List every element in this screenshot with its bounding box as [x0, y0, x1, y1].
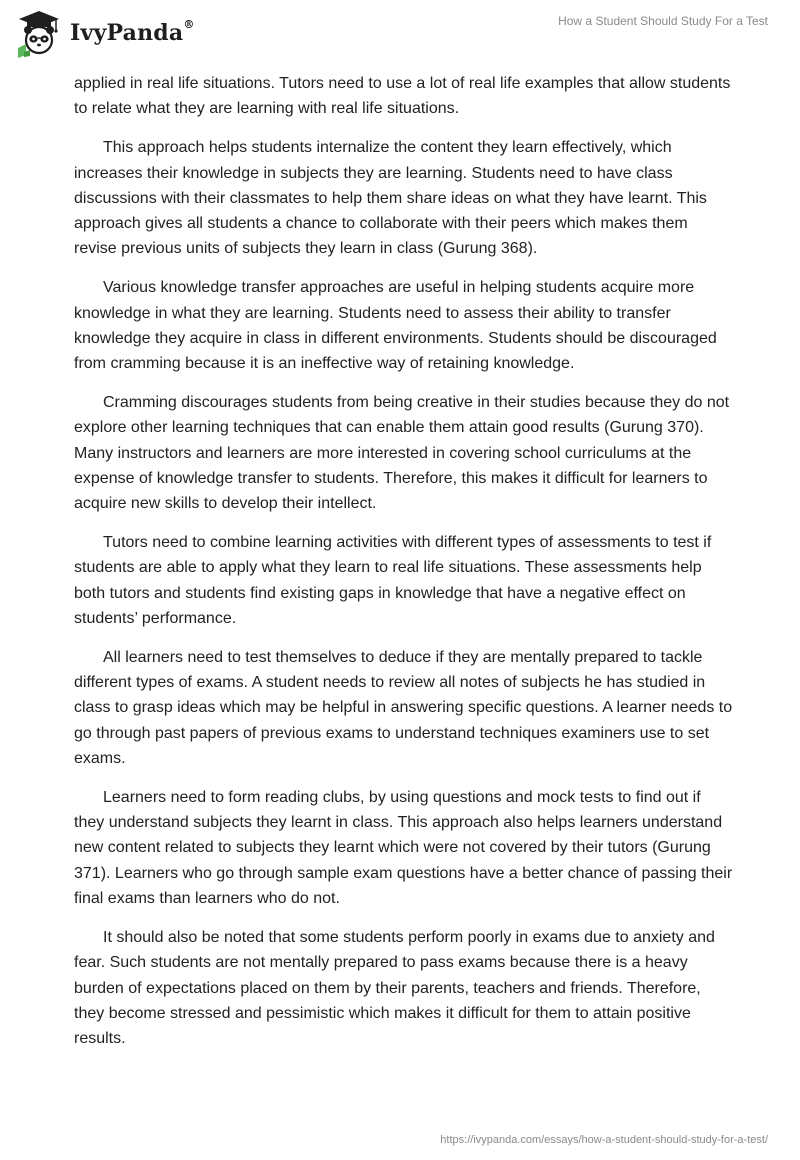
paragraph: This approach helps students internalize the content they learn effectively, which increases their knowledge in subjects they are learning. Students need to have class discussions with their classmates to help them share ideas on what they have learnt. This approach gives all students a chance to collaborate with their peers which makes them revise previous units of subjects they learn in class (Gurung 368).: [74, 139, 707, 258]
page-header: [0, 0, 800, 70]
brand-name-text: IvyPanda: [70, 20, 184, 46]
paragraph: All learners need to test themselves to deduce if they are mentally prepared to tackle different types of exams. A student needs to review all notes of subjects he has studied in class to grasp ideas which may be helpful in answering specific questions. A learner needs to go through past papers of previous exams to understand techniques examiners use to set exams.: [74, 649, 733, 767]
paragraph: Tutors need to combine learning activities with different types of assessments to test if students are able to apply what they learn to real life situations. These assessments help both tutors and students find existing gaps in knowledge that have a negative effect on students’ performance.: [74, 534, 712, 627]
brand-name: [70, 20, 195, 46]
panda-logo-icon: [14, 8, 64, 58]
paragraph: It should also be noted that some students perform poorly in exams due to anxiety and fear. Such students are not mentally prepared to pass exams because there is a heavy burden of expectations placed on them by their parents, teachers and friends. Therefore, they become stressed and pessimistic which makes it difficult for them to attain positive results.: [74, 929, 715, 1047]
document-title: How a Student Should Study For a Test: [558, 14, 768, 28]
brand-logo[interactable]: [14, 8, 195, 58]
paragraph: Various knowledge transfer approaches are useful in helping students acquire more knowledge in what they are learning. Students need to assess their ability to transfer knowledge they acquire in class in different environments. Students should be discouraged from cramming because it is an ineffective way of retaining knowledge.: [74, 279, 717, 373]
paragraph: Cramming discourages students from being creative in their studies because they do not explore other learning techniques that can enable them attain good results (Gurung 370). Many instructors and learners are more interested in covering school curriculums at the expense of knowledge transfer to students. Therefore, this makes it difficult for learners to acquire new skills to develop their intellect.: [74, 394, 730, 513]
registered-mark: ®: [183, 18, 195, 31]
essay-body: [74, 71, 734, 1065]
source-url[interactable]: https://ivypanda.com/essays/how-a-student-should-study-for-a-test/: [440, 1134, 768, 1146]
paragraph: Learners need to form reading clubs, by using questions and mock tests to find out if they understand subjects they learnt in class. This approach also helps learners understand new content related to subjects they learnt which were not covered by their tutors (Gurung 371). Learners who go through sample exam questions have a better chance of passing their final exams than learners who do not.: [74, 789, 733, 907]
paragraph: applied in real life situations. Tutors need to use a lot of real life examples that allow students to relate what they are learning with real life situations.: [74, 75, 731, 118]
